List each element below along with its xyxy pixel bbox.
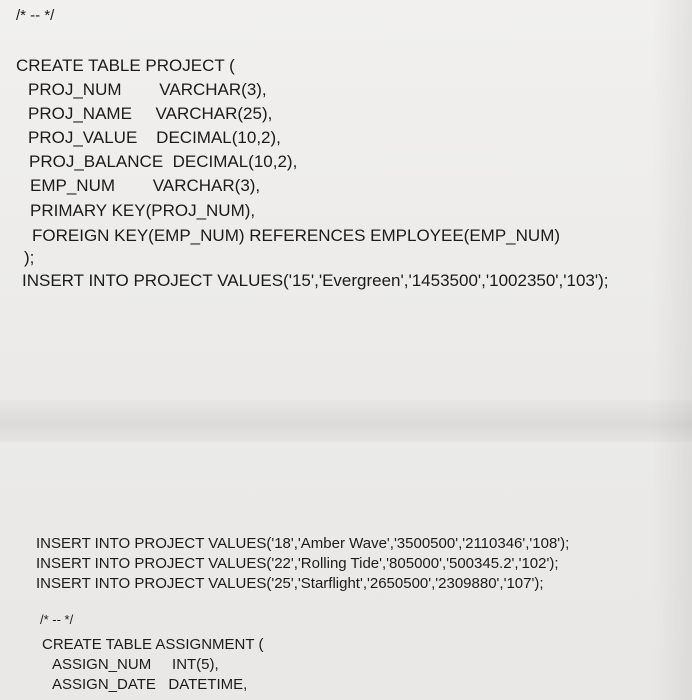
comment-line: /* -- */ bbox=[16, 7, 55, 24]
insert-line: INSERT INTO PROJECT VALUES('25','Starflight','2650500','2309880','107'); bbox=[36, 575, 544, 592]
column-line: PROJ_NAME VARCHAR(25), bbox=[28, 104, 273, 123]
comment-line: /* -- */ bbox=[40, 612, 74, 627]
column-line: PROJ_BALANCE DECIMAL(10,2), bbox=[29, 152, 298, 171]
close-paren-line: ); bbox=[24, 248, 35, 267]
insert-line: INSERT INTO PROJECT VALUES('15','Evergreen','1453500','1002350','103'); bbox=[22, 271, 609, 290]
page-fold-band bbox=[0, 400, 692, 442]
column-line: PROJ_VALUE DECIMAL(10,2), bbox=[28, 128, 281, 147]
insert-line: INSERT INTO PROJECT VALUES('22','Rolling Tide','805000','500345.2','102'); bbox=[36, 555, 559, 572]
column-line: ASSIGN_NUM INT(5), bbox=[52, 656, 219, 673]
primary-key-line: PRIMARY KEY(PROJ_NUM), bbox=[30, 201, 256, 220]
create-table-line: CREATE TABLE ASSIGNMENT ( bbox=[42, 636, 264, 653]
page-edge-shadow bbox=[652, 0, 692, 700]
foreign-key-line: FOREIGN KEY(EMP_NUM) REFERENCES EMPLOYEE(EMP_NUM) bbox=[32, 226, 561, 245]
column-line: EMP_NUM VARCHAR(3), bbox=[30, 176, 261, 195]
create-table-line: CREATE TABLE PROJECT ( bbox=[16, 56, 235, 75]
column-line: ASSIGN_DATE DATETIME, bbox=[52, 676, 248, 693]
insert-line: INSERT INTO PROJECT VALUES('18','Amber Wave','3500500','2110346','108'); bbox=[36, 535, 570, 552]
column-line: PROJ_NUM VARCHAR(3), bbox=[28, 80, 267, 99]
